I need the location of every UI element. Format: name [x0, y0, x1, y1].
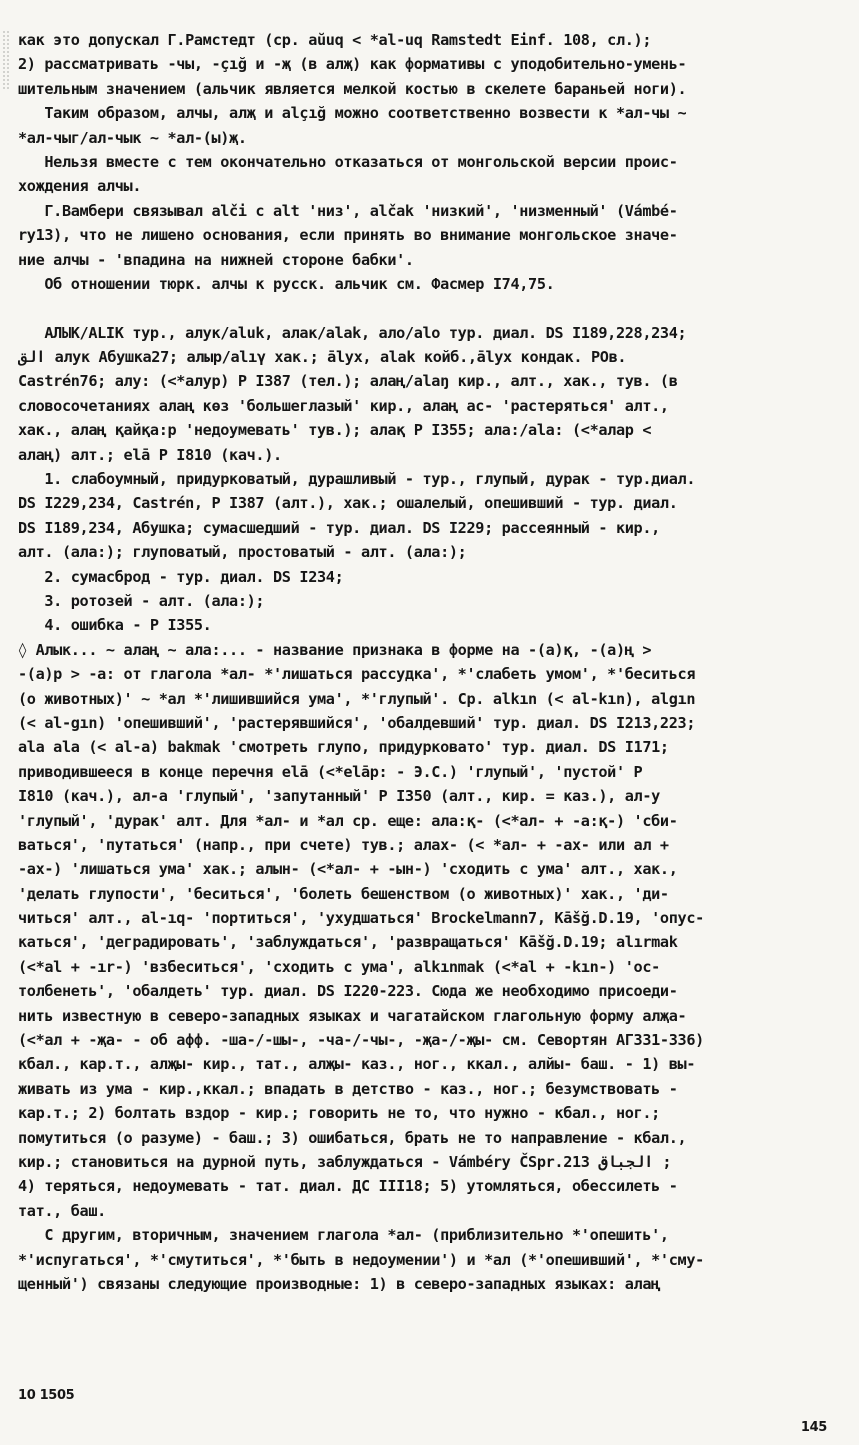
text-line: хождения алчы. — [18, 177, 142, 196]
text-line: 2) рассматривать -чы, -çığ и -җ (в алҗ) как формативы с уподобительно-умень- — [18, 55, 687, 74]
text-line: الق алук Абушка27; алыр/alıγ хак.; ālyx, alak койб.,ālyx кондак. РОв. — [18, 348, 627, 367]
text-line: АЛЫК/ALIK тур., алук/aluk, алак/alak, ало/alo тур. диал. DS I189,228,234; — [18, 323, 687, 342]
text-line: -ах-) 'лишаться ума' хак.; алын- (<*ал- + -ын-) 'сходить с ума' алт., хак., — [18, 860, 678, 879]
text-line: 4. ошибка - Р I355. — [18, 616, 212, 635]
text-line: щенный') связаны следующие производные: 1) в северо-западных языках: алаң — [18, 1274, 660, 1293]
text-line: DS I189,234, Абушка; сумасшедший - тур. диал. DS I229; рассеянный - кир., — [18, 518, 660, 537]
text-line: каться', 'деградировать', 'заблуждаться', 'развращаться' Kāšğ.D.19; alırmak — [18, 933, 678, 952]
text-line: читься' алт., al-ıq- 'портиться', 'ухудшаться' Brockelmann7, Kāšğ.D.19, 'опус- — [18, 909, 704, 928]
text-line: тат., баш. — [18, 1201, 106, 1220]
text-line: ry13), что не лишено основания, если принять во внимание монгольское значе- — [18, 226, 678, 245]
text-line: хак., алаң қайқа:р 'недоумевать' тув.); алақ Р I355; ала:/ala: (<*алар < — [18, 421, 652, 440]
page-number: 145 — [800, 1420, 827, 1435]
text-line: 'глупый', 'дурак' алт. Для *ал- и *ал ср. еще: ала:қ- (<*ал- + -а:қ-) 'сби- — [18, 811, 678, 830]
text-body — [18, 28, 835, 1296]
text-line: Нельзя вместе с тем окончательно отказаться от монгольской версии проис- — [18, 152, 678, 171]
text-line: ◊ Алык... ~ алаң ~ ала:... - название признака в форме на -(а)қ, -(а)ң > — [18, 640, 652, 659]
text-line: шительным значением (альчик является мелкой костью в скелете бараньей ноги). — [18, 79, 687, 98]
text-line: С другим, вторичным, значением глагола *ал- (приблизительно *'опешить', — [18, 1226, 669, 1245]
text-line: нить известную в северо-западных языках и чагатайском глагольную форму алҗа- — [18, 1006, 687, 1025]
text-line: ala ala (< al-a) bakmak 'смотреть глупо, придурковато' тур. диал. DS I171; — [18, 738, 669, 757]
text-line: *ал-чыг/ал-чык ~ *ал-(ы)җ. — [18, 128, 247, 147]
text-line: кар.т.; 2) болтать вздор - кир.; говорить не то, что нужно - кбал., ног.; — [18, 1104, 660, 1123]
text-line: 1. слабоумный, придурковатый, дурашливый - тур., глупый, дурак - тур.диал. — [18, 470, 696, 489]
print-code: 10 1505 — [18, 1388, 75, 1403]
text-line: (<*ал + -җа- - об афф. -ша-/-шы-, -ча-/-чы-, -җа-/-җы- см. Севортян АГ331-336) — [18, 1031, 704, 1050]
text-line: Об отношении тюрк. алчы к русск. альчик см. Фасмер I74,75. — [18, 274, 555, 293]
text-line: Castrén76; алу: (<*алур) Р I387 (тел.); алаң/alaŋ кир., алт., хак., тув. (в — [18, 372, 678, 391]
text-line: 3. ротозей - алт. (ала:); — [18, 591, 265, 610]
text-line: алт. (ала:); глуповатый, простоватый - алт. (ала:); — [18, 543, 467, 562]
text-line: -(а)р > -а: от глагола *ал- *'лишаться рассудка', *'слабеть умом', *'беситься — [18, 665, 696, 684]
text-line: толбенеть', 'обалдеть' тур. диал. DS I220-223. Сюда же необходимо присоеди- — [18, 982, 678, 1001]
text-line: 2. сумасброд - тур. диал. DS I234; — [18, 567, 344, 586]
text-line: живать из ума - кир.,ккал.; впадать в детство - каз., ног.; безумствовать - — [18, 1079, 678, 1098]
text-line: (о животных)' ~ *ал *'лишившийся ума', *'глупый'. Ср. alkın (< al-kın), algın — [18, 689, 696, 708]
text-line: приводившееся в конце перечня elā (<*elāр: - Э.С.) 'глупый', 'пустой' Р — [18, 762, 643, 781]
blank-line — [18, 296, 835, 320]
text-line: ние алчы - 'впадина на нижней стороне бабки'. — [18, 250, 414, 269]
text-line: *'испугаться', *'смутиться', *'быть в недоумении') и *ал (*'опешивший', *'сму- — [18, 1250, 704, 1269]
text-line: (<*al + -ır-) 'взбеситься', 'сходить с ума', alkınmak (<*al + -kın-) 'ос- — [18, 957, 660, 976]
text-line: кбал., кар.т., алҗы- кир., тат., алҗы- каз., ног., ккал., алйы- баш. - 1) вы- — [18, 1055, 696, 1074]
text-line: словосочетаниях алаң көз 'большеглазый' кир., алаң ас- 'растеряться' алт., — [18, 396, 669, 415]
text-line: DS I229,234, Castrén, Р I387 (алт.), хак.; ошалелый, опешивший - тур. диал. — [18, 494, 678, 513]
text-line: кир.; становиться на дурной путь, заблуждаться - Vámbéry ČSpr.213 الجباق ; — [18, 1152, 672, 1171]
text-line: алаң) алт.; elā Р I810 (кач.). — [18, 445, 282, 464]
text-line: 'делать глупости', 'беситься', 'болеть бешенством (о животных)' хак., 'ди- — [18, 884, 669, 903]
text-line: Таким образом, алчы, алҗ и alçığ можно соответственно возвести к *ал-чы ~ — [18, 104, 687, 123]
text-line: Г.Вамбери связывал alči с alt 'низ', alčak 'низкий', 'низменный' (Vámbé- — [18, 201, 678, 220]
text-line: ваться', 'путаться' (напр., при счете) тув.; алах- (< *ал- + -ах- или ал + — [18, 835, 669, 854]
text-line: 4) теряться, недоумевать - тат. диал. ДС III18; 5) утомляться, обессилеть - — [18, 1177, 678, 1196]
text-line: помутиться (о разуме) - баш.; 3) ошибаться, брать не то направление - кбал., — [18, 1128, 687, 1147]
text-line: как это допускал Г.Рамстедт (ср. aŭuq < *al-uq Ramstedt Einf. 108, сл.); — [18, 31, 652, 49]
text-line: (< al-gın) 'опешивший', 'растерявшийся', 'обалдевший' тур. диал. DS I213,223; — [18, 713, 696, 732]
scan-speckle — [2, 30, 10, 90]
text-line: I810 (кач.), ал-а 'глупый', 'запутанный' Р I350 (алт., кир. = каз.), ал-у — [18, 787, 660, 806]
